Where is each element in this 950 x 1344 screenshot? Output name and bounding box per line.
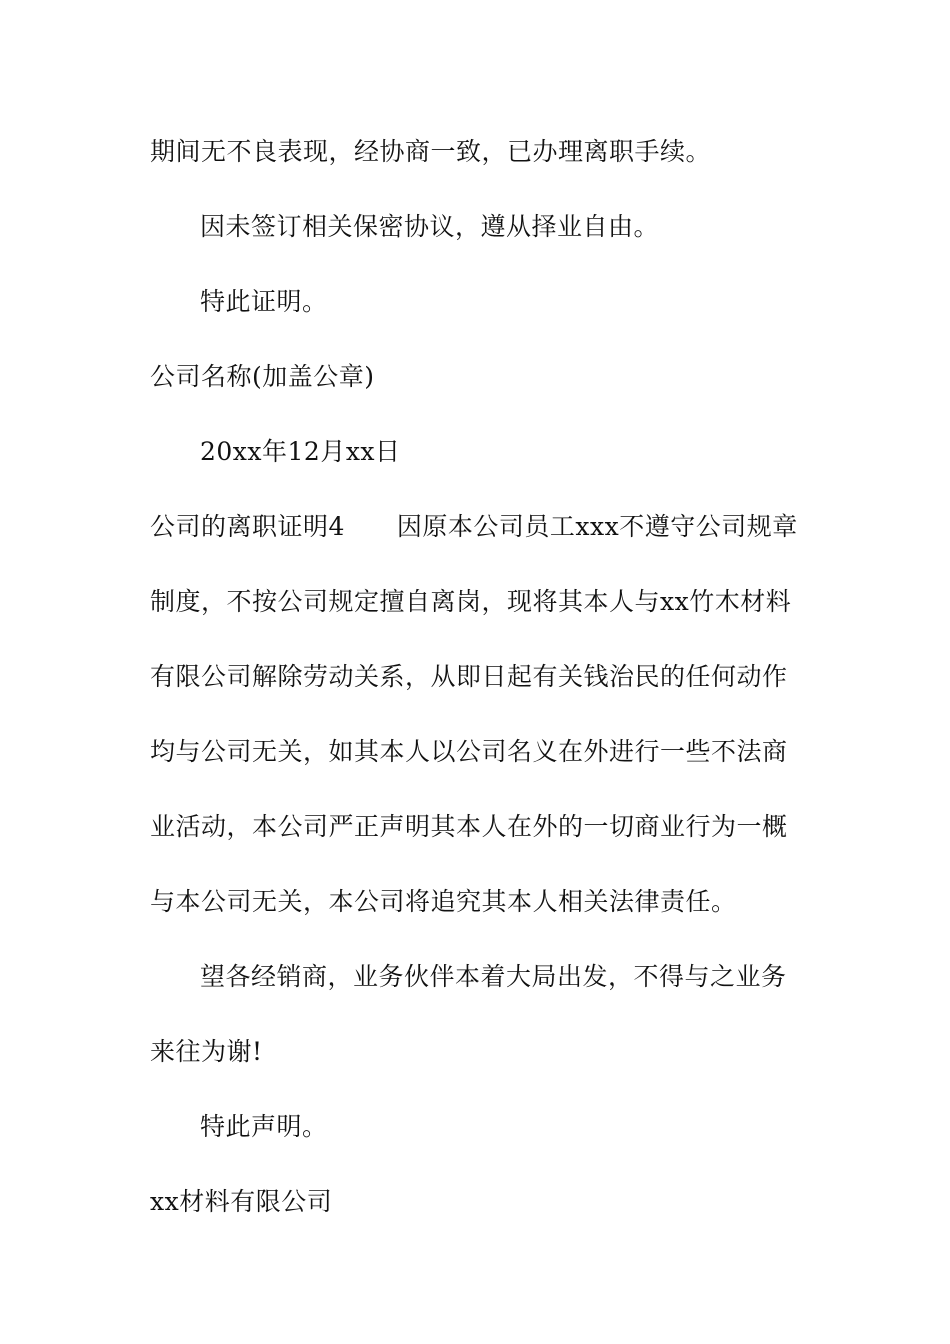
paragraph-line: 来往为谢! xyxy=(150,1037,263,1066)
section-heading-line xyxy=(150,510,810,544)
closing-statement: 特此声明。 xyxy=(200,1112,328,1141)
paragraph-line: 制度，不按公司规定擅自离岗，现将其本人与xx竹木材料 xyxy=(150,587,792,616)
company-signature-line: 公司名称(加盖公章) xyxy=(150,362,375,391)
paragraph-line: 有限公司解除劳动关系，从即日起有关钱治民的任何动作 xyxy=(150,662,788,691)
paragraph-text: 因原本公司员工xxx不遵守公司规章 xyxy=(396,512,798,541)
company-signature-line: xx材料有限公司 xyxy=(150,1187,333,1216)
paragraph-line: 期间无不良表现，经协商一致，已办理离职手续。 xyxy=(150,137,712,166)
closing-statement: 特此证明。 xyxy=(200,287,328,316)
paragraph-line: 与本公司无关，本公司将追究其本人相关法律责任。 xyxy=(150,887,737,916)
paragraph-line: 望各经销商，业务伙伴本着大局出发，不得与之业务 xyxy=(200,962,787,991)
date-line: 20xx年12月xx日 xyxy=(200,437,401,466)
paragraph-line: 因未签订相关保密协议，遵从择业自由。 xyxy=(200,212,660,241)
section-title: 公司的离职证明4 xyxy=(150,512,345,541)
paragraph-line: 业活动，本公司严正声明其本人在外的一切商业行为一概 xyxy=(150,812,788,841)
paragraph-line: 均与公司无关，如其本人以公司名义在外进行一些不法商 xyxy=(150,737,788,766)
